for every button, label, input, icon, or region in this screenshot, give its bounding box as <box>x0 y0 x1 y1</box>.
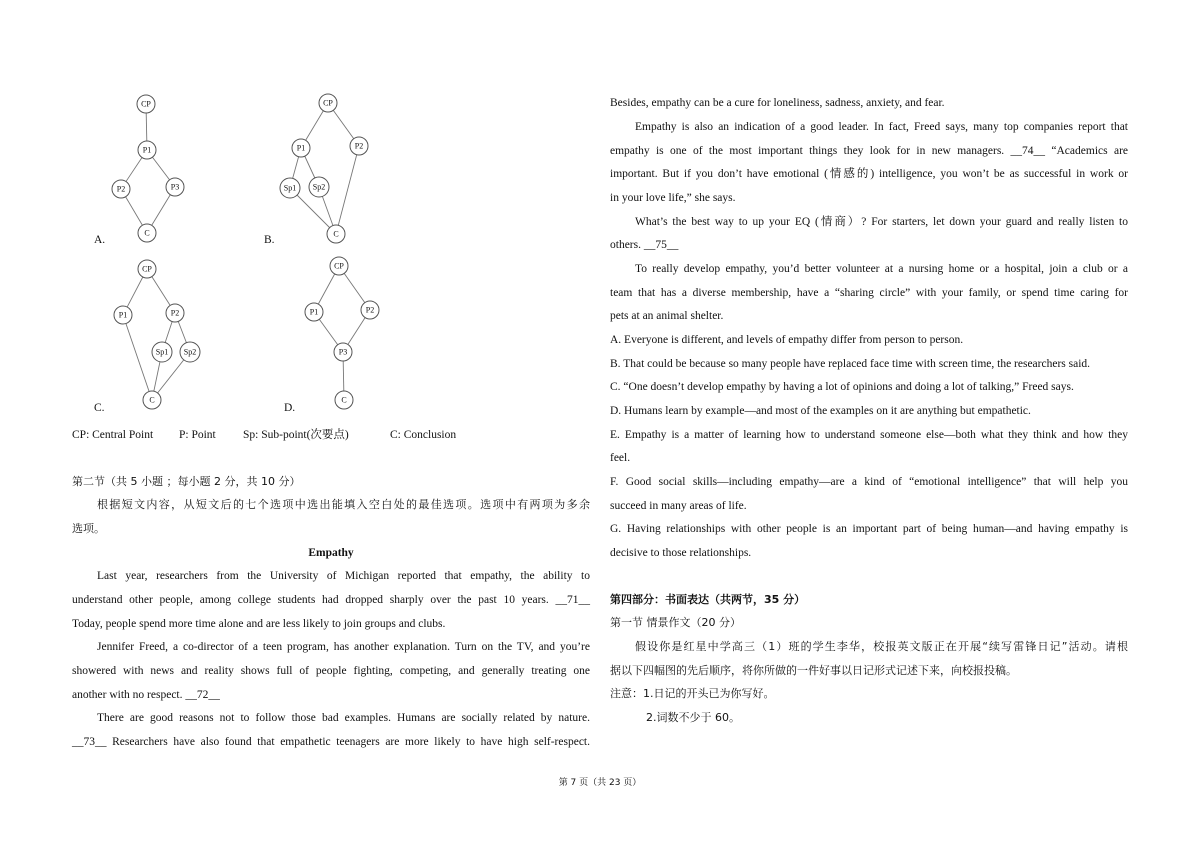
part4-heading: 第四部分：书面表达（共两节，35 分） <box>610 593 806 606</box>
diagram-a <box>112 95 184 242</box>
article-line-14: What’s the best way to up your EQ (情商）? For starters, let down your guard and really listen to <box>635 216 1128 228</box>
option-c: C. “One doesn’t develop empathy by having a lot of opinions and doing a lot of talking,” Freed says. <box>610 381 1074 393</box>
node-c-cp <box>138 260 156 278</box>
svg-text:Sp2: Sp2 <box>183 347 197 357</box>
article-line-16: To really develop empathy, you’d better volunteer at a nursing home or a hospital, join a club or a <box>635 263 1128 275</box>
diagram-b <box>280 94 368 243</box>
node-a-cp <box>137 95 155 113</box>
diagram-c <box>114 260 200 409</box>
article-title: Empathy <box>308 547 354 559</box>
edge-b-p2-c <box>336 146 359 234</box>
svg-text:P1: P1 <box>118 310 128 320</box>
svg-text:P2: P2 <box>116 184 126 194</box>
svg-text:P1: P1 <box>142 145 152 155</box>
article-line-9: Besides, empathy can be a cure for loneliness, sadness, anxiety, and fear. <box>610 97 945 109</box>
article-line-2: understand other people, among college students had dropped sharply over the past 10 years. __71__ <box>72 594 590 606</box>
article-line-4: Jennifer Freed, a co-director of a teen program, has another explanation. Turn on the TV, and you’re <box>97 641 590 653</box>
node-d-p2 <box>361 301 379 319</box>
node-d-c <box>335 391 353 409</box>
option-d: D. Humans learn by example—and most of the examples on it are anything but empathetic. <box>610 405 1031 417</box>
node-b-cp <box>319 94 337 112</box>
diagram-b-label: B. <box>264 234 275 246</box>
node-d-p3 <box>334 343 352 361</box>
option-f-line2: succeed in many areas of life. <box>610 500 747 512</box>
article-line-11: empathy is one of the most important things they look for in new managers. __74__ “Academics are <box>610 145 1128 157</box>
svg-text:CP: CP <box>141 99 151 109</box>
article-line-13: in your love life,” she says. <box>610 192 736 204</box>
node-c-p2 <box>166 304 184 322</box>
legend-cp: CP: Central Point <box>72 429 154 441</box>
edge-c-p1-c <box>123 315 152 400</box>
article-line-17: team that has a diverse membership, have a “sharing circle” with your family, or spend time caring for <box>610 287 1128 299</box>
svg-text:C: C <box>144 228 150 238</box>
article-line-1: Last year, researchers from the University of Michigan reported that empathy, the ability to <box>97 570 590 582</box>
svg-text:CP: CP <box>142 264 152 274</box>
section2-heading: 第二节（共 5 小题 ；每小题 2 分，共 10 分） <box>72 475 301 488</box>
article-line-10: Empathy is also an indication of a good leader. In fact, Freed says, many top companies report that <box>635 121 1128 133</box>
svg-text:C: C <box>341 395 347 405</box>
node-c-sp1 <box>152 342 172 362</box>
svg-text:C: C <box>333 229 339 239</box>
part4-prompt-line2: 据以下四幅图的先后顺序，将你所做的一件好事以日记形式记述下来，向校报投稿。 <box>610 664 1017 677</box>
svg-text:P1: P1 <box>296 143 306 153</box>
node-b-c <box>327 225 345 243</box>
article-line-15: others. __75__ <box>610 239 679 251</box>
option-g-line2: decisive to those relationships. <box>610 547 752 559</box>
svg-text:CP: CP <box>334 261 344 271</box>
option-g-line1: G. Having relationships with other people is an important part of being human—and having empathy is <box>610 523 1128 535</box>
svg-text:P2: P2 <box>170 308 180 318</box>
svg-text:P2: P2 <box>365 305 375 315</box>
svg-text:P2: P2 <box>354 141 364 151</box>
diagram-d-label: D. <box>284 402 296 414</box>
diagram-legend <box>72 428 590 442</box>
article-line-3: Today, people spend more time alone and are less likely to join groups and clubs. <box>72 618 446 630</box>
diagram-a-label: A. <box>94 234 106 246</box>
svg-text:Sp2: Sp2 <box>312 182 326 192</box>
diagram-d <box>305 257 379 409</box>
node-b-p2 <box>350 137 368 155</box>
article-line-7: There are good reasons not to follow those bad examples. Humans are socially related by nature. <box>97 712 590 724</box>
article-line-12: important. But if you don’t have emotional (情感的) intelligence, you won’t be as successful in work or <box>610 168 1128 180</box>
node-c-sp2 <box>180 342 200 362</box>
svg-text:P3: P3 <box>338 347 348 357</box>
legend-c: C: Conclusion <box>390 429 457 441</box>
svg-text:CP: CP <box>323 98 333 108</box>
svg-text:P3: P3 <box>170 182 180 192</box>
article-line-6: another with no respect. __72__ <box>72 689 220 701</box>
structure-diagrams <box>72 88 492 424</box>
svg-text:P1: P1 <box>309 307 319 317</box>
article-line-18: pets at an animal shelter. <box>610 310 724 322</box>
option-e-line2: feel. <box>610 452 631 464</box>
diagram-c-label: C. <box>94 402 105 414</box>
node-d-p1 <box>305 303 323 321</box>
node-b-sp1 <box>280 178 300 198</box>
diagrams-svg <box>72 88 492 424</box>
part4-note-2: 2.词数不少于 60。 <box>646 711 740 724</box>
svg-text:C: C <box>149 395 155 405</box>
option-a: A. Everyone is different, and levels of empathy differ from person to person. <box>610 334 964 346</box>
legend-p: P: Point <box>179 429 216 441</box>
node-a-p2 <box>112 180 130 198</box>
section2-instruction-line1: 根据短文内容，从短文后的七个选项中选出能填入空白处的最佳选项。选项中有两项为多余 <box>97 498 590 511</box>
option-f-line1: F. Good social skills—including empathy—are a kind of “emotional intelligence” that will help you <box>610 476 1128 488</box>
svg-text:Sp1: Sp1 <box>155 347 169 357</box>
legend-sp: Sp: Sub-point(次要点) <box>243 429 349 441</box>
part4-prompt-line1: 假设你是红星中学高三（1）班的学生李华，校报英文版正在开展“续写雷锋日记”活动。请根 <box>635 640 1128 653</box>
part4-note-1: 注意：1.日记的开头已为你写好。 <box>610 687 775 700</box>
node-a-p1 <box>138 141 156 159</box>
node-a-c <box>138 224 156 242</box>
node-b-p1 <box>292 139 310 157</box>
node-c-p1 <box>114 306 132 324</box>
option-b: B. That could be because so many people have replaced face time with screen time, the researchers said. <box>610 358 1091 370</box>
node-a-p3 <box>166 178 184 196</box>
option-e-line1: E. Empathy is a matter of learning how to understand someone else—both what they think and how they <box>610 429 1128 441</box>
article-line-5: showered with news and reality shows full of people fighting, competing, and generally treating one <box>72 665 590 677</box>
node-c-c <box>143 391 161 409</box>
page-footer: 第 7 页（共 23 页） <box>558 778 642 788</box>
article-line-8: __73__ Researchers have also found that empathetic teenagers are more likely to have high self-respect. <box>72 736 590 748</box>
node-d-cp <box>330 257 348 275</box>
svg-text:Sp1: Sp1 <box>283 183 297 193</box>
node-b-sp2 <box>309 177 329 197</box>
section2-instruction-line2: 选项。 <box>72 522 105 535</box>
part4-section1-heading: 第一节 情景作文（20 分） <box>610 616 741 629</box>
